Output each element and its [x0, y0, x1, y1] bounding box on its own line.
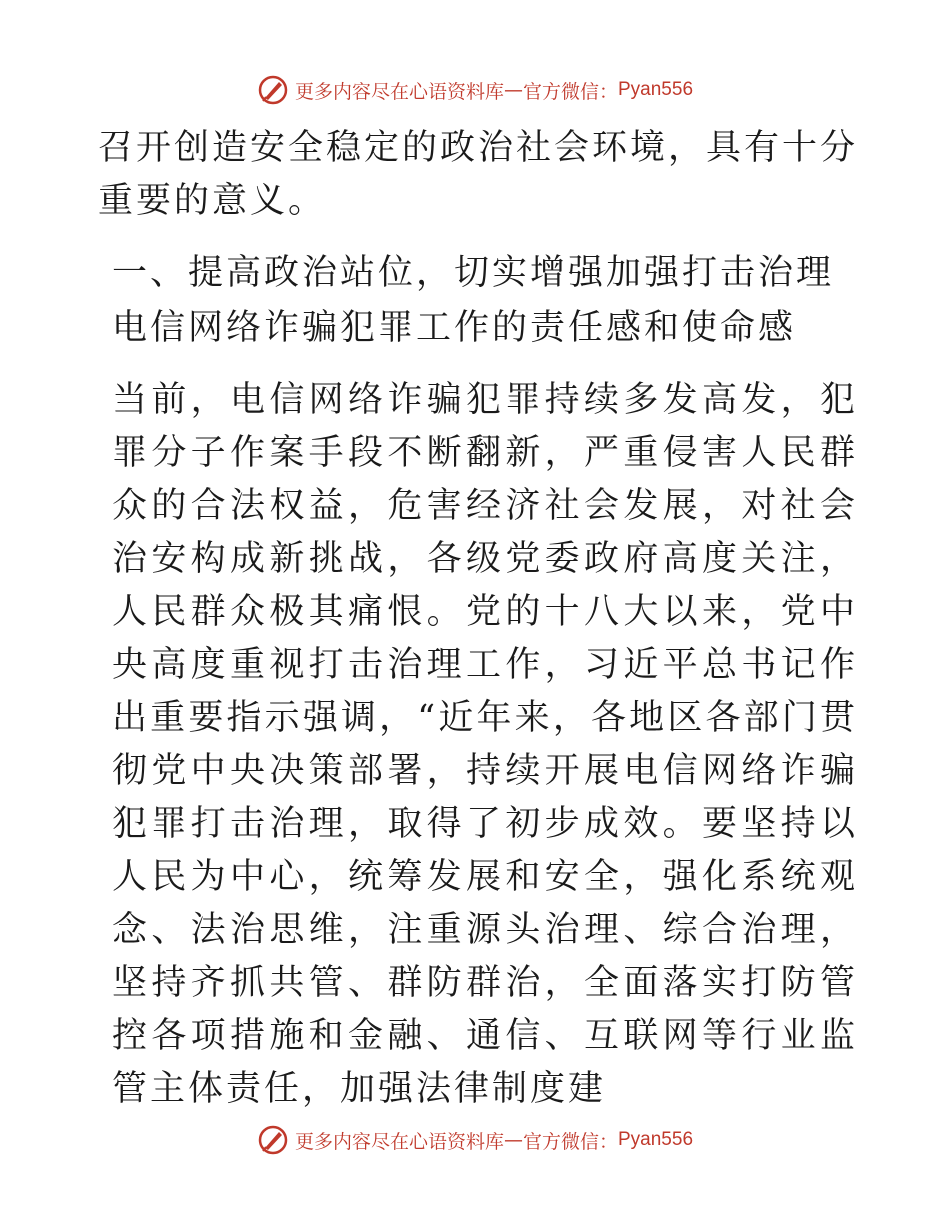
footer-watermark	[0, 1120, 950, 1160]
body-paragraph: 当前，电信网络诈骗犯罪持续多发高发，犯罪分子作案手段不断翻新，严重侵害人民群众的合法权益，危害经济社会发展，对社会治安构成新挑战，各级党委政府高度关注，人民群众极其痛恨。党的十八大以来，党中央高度重视打击治理工作，习近平总书记作出重要指示强调，“近年来，各地区各部门贯彻党中央决策部署，持续开展电信网络诈骗犯罪打击治理，取得了初步成效。要坚持以人民为中心，统筹发展和安全，强化系统观念、法治思维，注重源头治理、综合治理，坚持齐抓共管、群防群治，全面落实打防管控各项措施和金融、通信、互联网等行业监管主体责任，加强法律制度建	[112, 380, 858, 1109]
watermark-prefix: 更多内容尽在心语资料库	[294, 1130, 504, 1153]
watermark-wechat-id: Pyan556	[618, 1129, 694, 1150]
watermark-label: 官方微信：	[522, 80, 618, 103]
header-watermark	[0, 70, 950, 110]
document-body	[98, 122, 858, 1116]
watermark-dash: —	[503, 79, 523, 101]
quill-pen-logo-icon	[257, 1124, 289, 1156]
watermark-dash: —	[503, 1129, 523, 1151]
section-heading: 一、提高政治站位，切实增强加强打击治理电信网络诈骗犯罪工作的责任感和使命感	[112, 253, 835, 348]
paragraph-continuation: 召开创造安全稳定的政治社会环境，具有十分重要的意义。	[98, 128, 859, 221]
watermark-wechat-id: Pyan556	[618, 79, 694, 100]
watermark-label: 官方微信：	[522, 1130, 618, 1153]
quill-pen-logo-icon	[257, 74, 289, 106]
watermark-prefix: 更多内容尽在心语资料库	[294, 80, 504, 103]
